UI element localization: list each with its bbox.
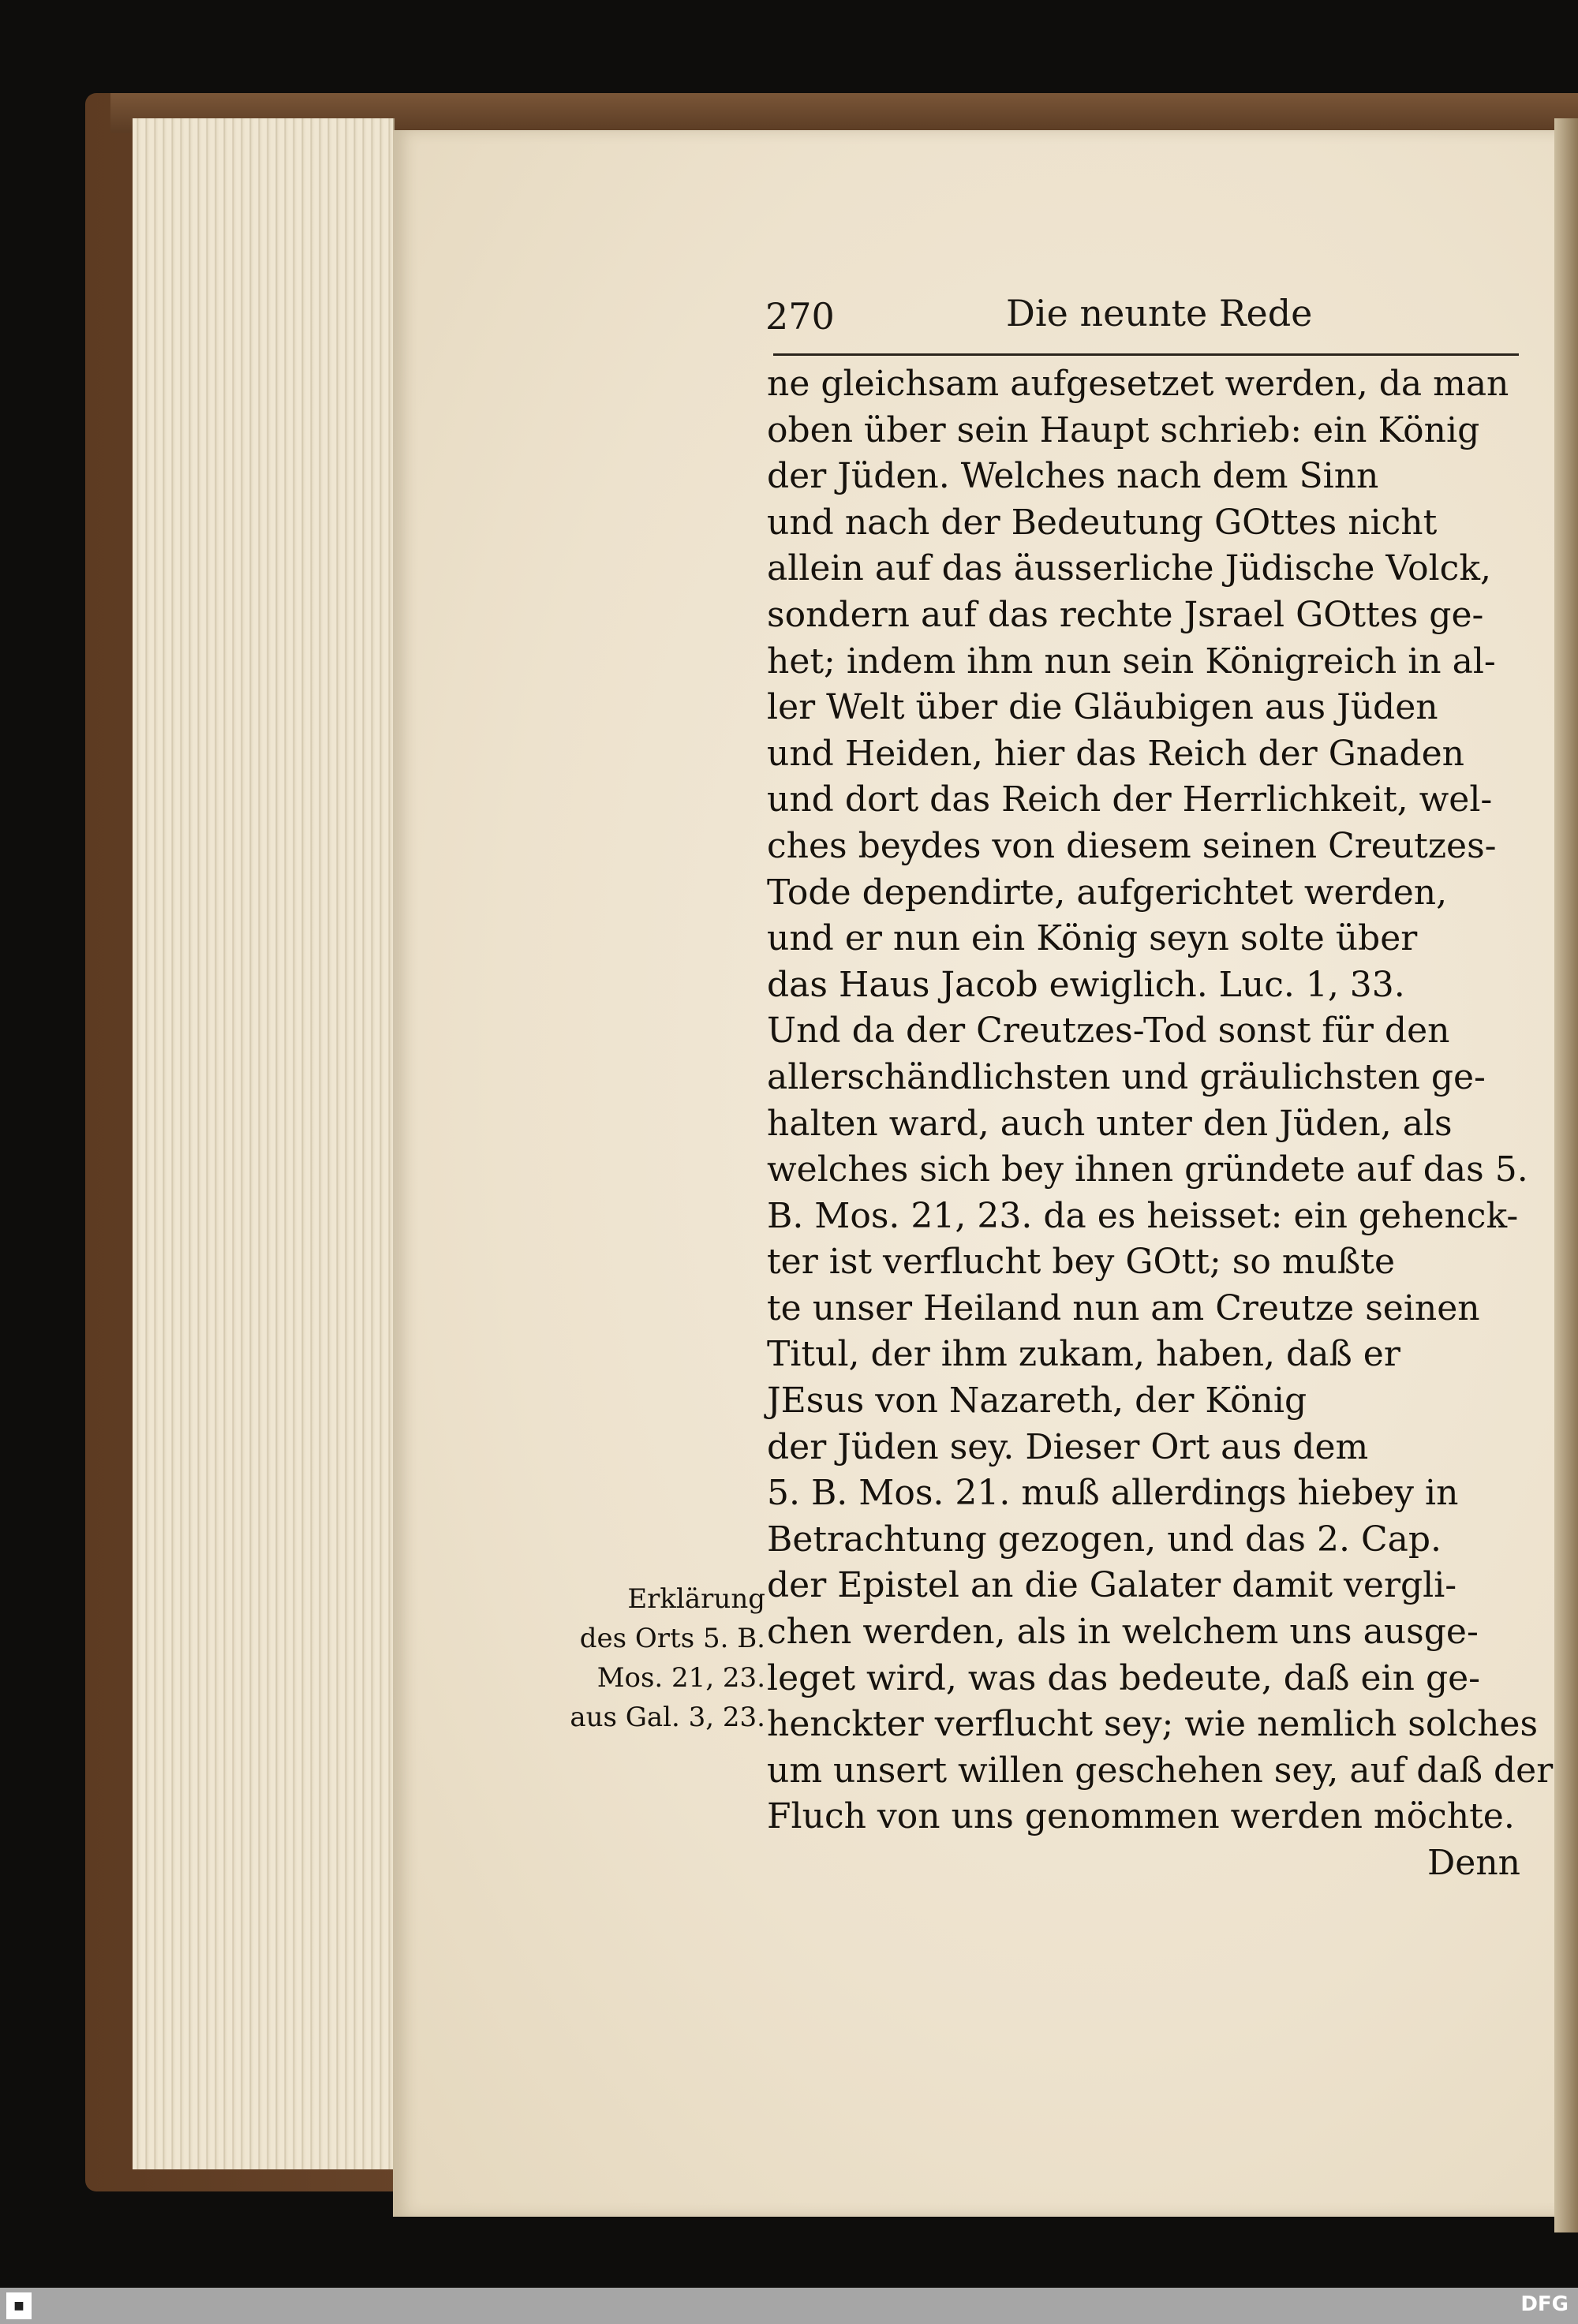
text-line: leget wird, was das bedeute, daß ein ge- (767, 1657, 1481, 1698)
text-line: 5. B. Mos. 21. muß allerdings hiebey in (767, 1473, 1459, 1514)
text-line: der Jüden. Welches nach dem Sinn (767, 456, 1379, 497)
margin-note-line: Erklärung (627, 1583, 765, 1615)
text-line: Und da der Creutzes-Tod sonst für den (767, 1011, 1450, 1052)
text-line: B. Mos. 21, 23. da es heisset: ein gehenck- (767, 1195, 1519, 1236)
text-line: und dort das Reich der Herrlichkeit, wel- (767, 779, 1493, 820)
text-line: der Epistel an die Galater damit vergli- (767, 1565, 1457, 1606)
text-line: Tode dependirte, aufgerichtet werden, (767, 872, 1448, 913)
text-line: welches sich bey ihnen gründete auf das 5. (767, 1149, 1528, 1190)
text-line: JEsus von Nazareth, der König (767, 1381, 1307, 1422)
text-line: und er nun ein König seyn solte über (767, 918, 1418, 959)
text-line: sondern auf das rechte Jsrael GOttes ge- (767, 594, 1484, 635)
page-header (765, 292, 1523, 347)
text-line: Fluch von uns genommen werden möchte. (767, 1796, 1515, 1837)
page-number: 270 (765, 295, 835, 338)
margin-note-line: Mos. 21, 23. (596, 1662, 765, 1694)
text-line: te unser Heiland nun am Creutze seinen (767, 1287, 1480, 1328)
text-line: chen werden, als in welchem uns ausge- (767, 1612, 1479, 1653)
text-line: oben über sein Haupt schrieb: ein König (767, 409, 1480, 450)
library-logo-icon: ■ (6, 2292, 32, 2319)
text-line: ter ist verflucht bey GOtt; so mußte (767, 1242, 1395, 1283)
text-line: und nach der Bedeutung GOttes nicht (767, 502, 1438, 543)
text-line: henckter verflucht sey; wie nemlich solches (767, 1704, 1539, 1745)
text-line: allerschändlichsten und gräulichsten ge- (767, 1056, 1486, 1097)
text-line: ler Welt über die Gläubigen aus Jüden (767, 687, 1438, 728)
page-gutter (1554, 118, 1578, 2232)
margin-note-line: des Orts 5. B. (579, 1623, 765, 1654)
text-line: allein auf das äusserliche Jüdische Volck, (767, 548, 1491, 589)
text-line: der Jüden sey. Dieser Ort aus dem (767, 1426, 1369, 1467)
text-line: het; indem ihm nun sein Königreich in al- (767, 641, 1496, 682)
body-text (767, 361, 1554, 1887)
text-line: das Haus Jacob ewiglich. Luc. 1, 33. (767, 964, 1405, 1005)
text-line: halten ward, auch unter den Jüden, als (767, 1103, 1453, 1144)
text-line: ne gleichsam aufgesetzet werden, da man (767, 364, 1509, 404)
margin-note-line: aus Gal. 3, 23. (570, 1702, 765, 1733)
catchword: Denn (1427, 1843, 1520, 1883)
page-stack-edges (133, 118, 394, 2169)
viewer-footer-bar (0, 2288, 1578, 2324)
dfg-logo: DFG (1520, 2292, 1569, 2316)
text-line: Betrachtung gezogen, und das 2. Cap. (767, 1519, 1442, 1560)
margin-note (543, 1579, 765, 1737)
text-line: um unsert willen geschehen sey, auf daß der (767, 1750, 1554, 1791)
text-line: und Heiden, hier das Reich der Gnaden (767, 733, 1464, 774)
text-line: Titul, der ihm zukam, haben, daß er (767, 1334, 1400, 1375)
running-head: Die neunte Rede (1006, 292, 1313, 334)
text-line: ches beydes von diesem seinen Creutzes- (767, 825, 1497, 866)
header-rule (773, 353, 1519, 356)
